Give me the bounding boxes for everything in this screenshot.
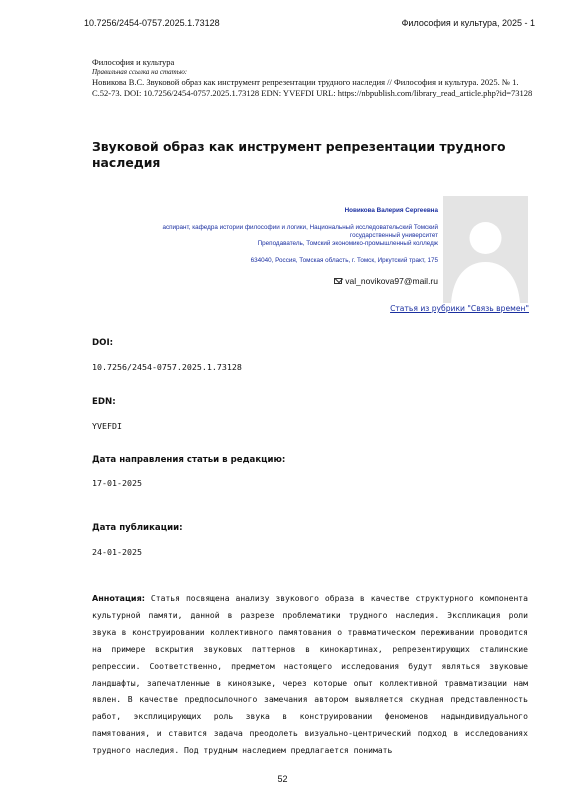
published-value: 24-01-2025 [92,547,142,557]
edn-label: EDN: [92,397,116,407]
rubric-link[interactable]: Статья из рубрики "Связь времен" [390,304,529,313]
submitted-value: 17-01-2025 [92,478,142,488]
citation-journal: Философия и культура [92,57,175,67]
page-number: 52 [277,774,288,784]
submitted-label: Дата направления статьи в редакцию: [92,455,286,465]
abstract-label: Аннотация: [92,594,145,603]
person-silhouette-icon [443,196,528,303]
author-email[interactable] [230,276,438,286]
author-name[interactable]: Новикова Валерия Сергеевна [344,207,438,214]
author-address: 634040, Россия, Томская область, г. Томск, Иркутский тракт, 175 [250,257,438,264]
abstract-paragraph [92,591,528,760]
envelope-icon [334,278,342,284]
citation-label: Правильная ссылка на статью: [92,68,188,76]
running-header-doi: 10.7256/2454-0757.2025.1.73128 [84,18,220,28]
citation-reference: Новикова В.С. Звуковой образ как инструмент репрезентации трудного наследия // Философия и культура. 2025. № 1. С.52-73. DOI: 10.7256/2454-0757.2025.1.73128 EDN: YVEFDI URL: https://nbpublish.com/library_read_article.php?id=73128 [92,77,533,98]
author-affiliation-1: аспирант, кафедра истории философии и логики, Национальный исследовательский Томский государственный университет [162,224,438,239]
citation-block [92,57,534,99]
abstract-text: Статья посвящена анализу звукового образа в качестве структурного компонента культурной памяти, данной в разрезе проблематики трудного наследия. Экспликация роли звука в конструировании коллективного памятования о травматическом переживании проводится на примере вскрытия звуковых паттернов в кинокартинах, репрезентирующих сталинские репрессии. Соответственно, предметом настоящего исследования будут являться звуковые ландшафты, запечатленные в киноязыке, через которые опыт коллективной травматизации нам явлен. В качестве предпосылочного замечания автором выявляется скудная представленность работ, эксплицирующих роль звука в конструировании феноменов надындивидуального памятования, и ставится задача преодолеть визуально-центрический подход в исследованиях трудного наследия. Под трудным наследием предлагается понимать [92,594,528,756]
author-affiliation-2: Преподаватель, Томский экономико-промышленный колледж [257,240,438,247]
author-email-text[interactable]: val_novikova97@mail.ru [345,276,438,286]
running-header-journal: Философия и культура, 2025 - 1 [401,18,535,28]
article-title: Звуковой образ как инструмент репрезентации трудного наследия [92,139,506,170]
doi-value: 10.7256/2454-0757.2025.1.73128 [92,362,242,372]
published-label: Дата публикации: [92,523,183,533]
doi-label: DOI: [92,338,114,348]
edn-value: YVEFDI [92,421,122,431]
